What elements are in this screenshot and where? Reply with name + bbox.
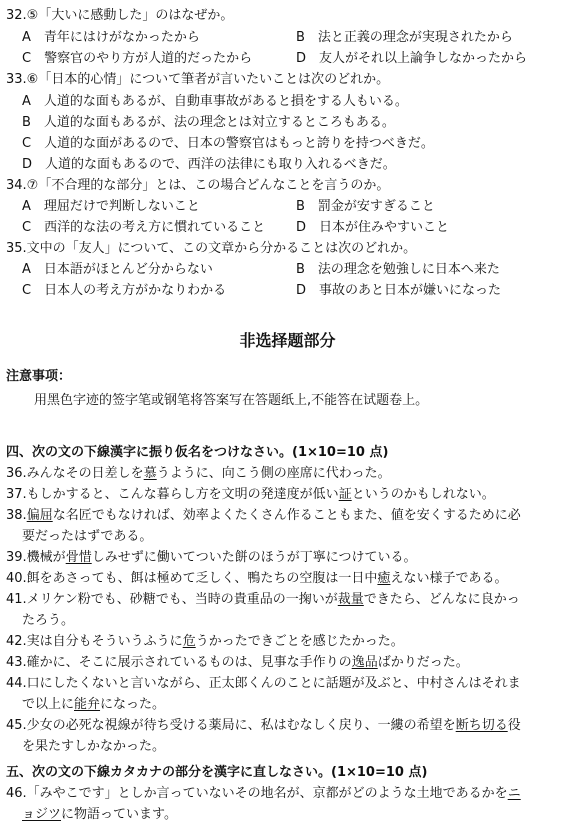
question-43: 43.確かに、そこに展示されているものは、見事な手作りの逸品ばかりだった。 (6, 655, 469, 670)
underlined-kanji: 証 (338, 487, 352, 502)
question-44-continued: で以上に能弁になった。 (22, 697, 166, 712)
question-38: 38.偏屈な名匠でもなければ、効率よくたくさん作ることもまた、値を安くするために必 (6, 508, 521, 523)
option-33-a: A 人道的な面もあるが、自動車事故があると損をする人もいる。 (22, 94, 408, 109)
underlined-kanji: 骨惜 (65, 550, 92, 565)
question-46: 46.「みやこです」としか言っていないその地名が、京都がどのような土地であるかをニ (6, 786, 521, 801)
question-36: 36.みんなその日差しを慕うように、向こう側の座席に代わった。 (6, 466, 391, 481)
option-35-a: A 日本語がほとんど分からない (22, 262, 213, 277)
option-34-a: A 理屈だけで判断しないこと (22, 199, 200, 214)
underlined-kanji: 断ち切る (455, 718, 508, 733)
section-title: 非选择题部分 (239, 331, 336, 350)
question-45-continued: を果たすしかなかった。 (22, 739, 166, 754)
option-32-c: C 警察官のやり方が人道的だったから (22, 51, 253, 66)
underlined-kanji: 癒 (377, 571, 391, 586)
question-45: 45.少女の必死な視線が待ち受ける薬局に、私はむなしく戻り、一縷の希望を断ち切る役 (6, 718, 521, 733)
option-32-a: A 青年にはけがなかったから (22, 30, 200, 45)
underlined-kanji: 裁量 (337, 592, 364, 607)
question-37: 37.もしかすると、こんな暮らし方を文明の発達度が低い証というのかもしれない。 (6, 487, 495, 502)
question-35: 35.文中の「友人」について、この文章から分かることは次のどれか。 (6, 241, 417, 256)
question-32: 32.⑤「大いに感動した」のはなぜか。 (6, 8, 234, 23)
option-32-b: B 法と正義の理念が実現されたから (296, 30, 513, 45)
underlined-katakana: ョジツ (22, 807, 62, 822)
question-42: 42.実は自分もそういうふうに危うかったできごとを感じたかった。 (6, 634, 404, 649)
underlined-kanji: 慕 (143, 466, 157, 481)
option-32-d: D 友人がそれ以上論争しなかったから (296, 51, 528, 66)
question-40: 40.餌をあさっても、餌は極めて乏しく、鴨たちの空腹は一日中癒えない様子である。 (6, 571, 508, 586)
question-39: 39.機械が骨惜しみせずに働いてついた餅のほうが丁寧につけている。 (6, 550, 417, 565)
part5-instruction: 五、次の文の下線カタカナの部分を漢字に直しなさい。(1×10=10 点) (6, 765, 428, 780)
option-35-c: C 日本人の考え方がかなりわかる (22, 283, 227, 298)
option-33-c: C 人道的な面があるので、日本の警察官はもっと誇りを持つべきだ。 (22, 136, 434, 151)
question-46-continued: ョジツに物語っています。 (22, 807, 177, 822)
question-38-continued: 要だったはずである。 (22, 529, 153, 544)
part4-instruction: 四、次の文の下線漢字に振り仮名をつけなさい。(1×10=10 点) (6, 445, 389, 460)
underlined-katakana: ニ (507, 786, 521, 801)
option-35-b: B 法の理念を勉強しに日本へ来た (296, 262, 500, 277)
underlined-kanji: 危 (182, 634, 196, 649)
option-34-b: B 罰金が安すぎること (296, 199, 435, 214)
underlined-kanji: 偏屈 (26, 508, 53, 523)
option-35-d: D 事故のあと日本が嫌いになった (296, 283, 502, 298)
option-34-d: D 日本が住みやすいこと (296, 220, 450, 235)
notice-body: 用黑色字迹的签字笔或钢笔将答案写在答题纸上,不能答在试题卷上。 (34, 393, 429, 408)
question-41: 41.メリケン粉でも、砂糖でも、当時の貴重品の一掬いが裁量できたら、どんなに良かっ (6, 592, 520, 607)
option-33-d: D 人道的な面もあるので、西洋の法律にも取り入れるべきだ。 (22, 157, 396, 172)
question-33: 33.⑥「日本的心情」について筆者が言いたいことは次のどれか。 (6, 72, 390, 87)
underlined-kanji: 逸品 (351, 655, 378, 670)
question-44: 44.口にしたくないと言いながら、正太郎くんのことに話題が及ぶと、中村さんはそれま (6, 676, 521, 691)
option-34-c: C 西洋的な法の考え方に慣れていること (22, 220, 266, 235)
underlined-kanji: 能弁 (74, 697, 101, 712)
notice-heading: 注意事项： (6, 369, 72, 384)
option-33-b: B 人道的な面もあるが、法の理念とは対立するところもある。 (22, 115, 395, 130)
question-41-continued: たろう。 (22, 613, 75, 628)
question-34: 34.⑦「不合理的な部分」とは、この場合どんなことを言うのか。 (6, 178, 390, 193)
